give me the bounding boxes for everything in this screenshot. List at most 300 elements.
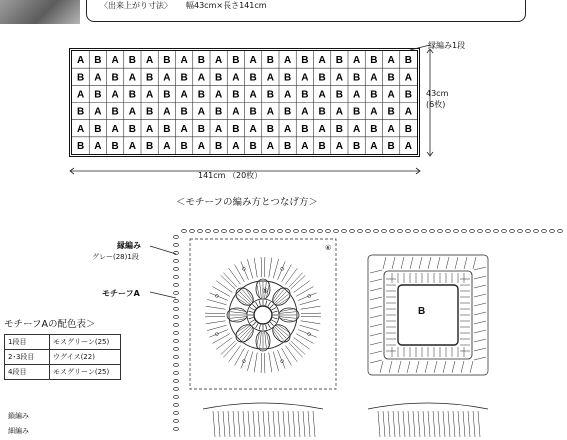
motif-a-cell: A	[232, 72, 240, 84]
chain-stitch	[174, 283, 179, 286]
motif-a-cell: A	[387, 89, 395, 101]
chain-stitch	[174, 299, 179, 302]
motif-a-cell: A	[404, 141, 412, 153]
stitch	[259, 325, 260, 330]
motif-b-cell: B	[387, 72, 395, 84]
motif-ring	[254, 306, 272, 324]
fan-stitch	[370, 306, 382, 309]
motif-a-cell: A	[353, 123, 361, 135]
motif-b-cell: B	[94, 89, 102, 101]
chain-stitch	[222, 229, 227, 232]
rows-cell: 2･3段目	[5, 350, 50, 365]
fan-stitch	[370, 315, 382, 318]
motif-a-cell: A	[249, 89, 257, 101]
motif-b-cell: B	[266, 123, 274, 135]
motif-a-cell: A	[404, 72, 412, 84]
motif-a-cell: A	[335, 141, 343, 153]
motif-a-cell: A	[370, 106, 378, 118]
motif-b-cell: B	[404, 55, 412, 67]
fan-stitch	[455, 257, 458, 269]
fan-stitch	[254, 258, 257, 278]
motif-a-cell: A	[232, 141, 240, 153]
fan-stitch	[269, 258, 272, 278]
motif-b-cell: B	[284, 106, 292, 118]
fan-stitch	[370, 342, 382, 345]
yarn-photo	[0, 0, 80, 24]
motif-a-cell: A	[197, 72, 205, 84]
stitch	[383, 411, 385, 437]
motif-a-cell: A	[284, 89, 292, 101]
fan-stitch	[294, 337, 310, 349]
motif-b-cell: B	[370, 123, 378, 135]
motif-a-cell: A	[370, 72, 378, 84]
chain-stitch	[174, 355, 179, 358]
stitch	[468, 411, 470, 437]
motif-b-cell: B	[266, 55, 274, 67]
motif-a-cell: A	[197, 106, 205, 118]
chain-stitch	[174, 395, 179, 398]
chain-stitch	[478, 229, 483, 232]
motif-a-chart	[190, 239, 336, 389]
fan-stitch	[370, 279, 382, 282]
fan-stitch	[205, 316, 225, 317]
stitch	[413, 411, 415, 437]
fan-stitch	[254, 353, 257, 373]
motif-b-cell: B	[249, 106, 257, 118]
fan-stitch	[464, 257, 467, 269]
fan-stitch	[300, 299, 319, 304]
fan-stitch	[437, 257, 440, 269]
chain-stitch	[382, 229, 387, 232]
stitch	[278, 411, 280, 437]
fan-stitch	[473, 257, 476, 269]
fan-stitch	[407, 361, 410, 373]
fan-stitch	[474, 321, 486, 324]
chain-stitch	[438, 229, 443, 232]
chain-stitch	[366, 229, 371, 232]
stitch	[256, 324, 259, 328]
motif-b-cell: B	[111, 141, 119, 153]
height-count: (6枚)	[426, 100, 446, 109]
color-table	[4, 334, 121, 380]
motif-b-cell: B	[404, 123, 412, 135]
motif-a-cell: A	[249, 123, 257, 135]
chain-stitch	[182, 229, 187, 232]
chain-stitch	[198, 229, 203, 232]
motif-arc	[368, 403, 488, 409]
fan-stitch	[470, 361, 473, 373]
fan-stitch	[383, 257, 386, 269]
stitch	[448, 411, 450, 437]
motif-b-cell: B	[180, 106, 188, 118]
fan-stitch	[446, 257, 449, 269]
fan-stitch	[452, 361, 455, 373]
stitch	[478, 411, 480, 437]
motif-a-cell: A	[111, 123, 119, 135]
fan-stitch	[269, 353, 272, 373]
motif-a-cell: A	[284, 123, 292, 135]
stitch	[265, 332, 267, 348]
fan-stitch	[247, 259, 252, 278]
motif-b-cell: B	[77, 106, 85, 118]
table-row	[5, 365, 121, 380]
motif-b-cell: B	[301, 123, 309, 135]
fan-stitch	[370, 333, 382, 336]
motif-b-cell: B	[232, 55, 240, 67]
motif-b-cell: B	[249, 141, 257, 153]
chain-stitch	[174, 275, 179, 278]
legend-single: 細編み	[8, 427, 29, 435]
fan-stitch	[474, 330, 486, 333]
motif-b-cell: B	[215, 106, 223, 118]
fan-stitch	[301, 316, 321, 317]
fan-stitch	[261, 257, 262, 277]
motif-b-cell: B	[284, 72, 292, 84]
chain-stitch	[206, 229, 211, 232]
fan-stitch	[428, 257, 431, 269]
stitch	[443, 411, 445, 437]
motif-a-cell: A	[301, 72, 309, 84]
motif-b-cell: B	[128, 89, 136, 101]
stitch	[403, 411, 405, 437]
motif-a-cell: A	[266, 141, 274, 153]
motif-b-cell: B	[94, 123, 102, 135]
motif-b-cell: B	[370, 55, 378, 67]
motif-b-cell: B	[146, 141, 154, 153]
motif-a-cell: A	[215, 55, 223, 67]
chain-stitch	[294, 229, 299, 232]
motif-a-cell: A	[111, 89, 119, 101]
fan-stitch	[285, 346, 297, 362]
stitch	[393, 411, 395, 437]
stitch	[378, 411, 380, 437]
motif-b-cell: B	[128, 55, 136, 67]
stitch	[293, 411, 295, 437]
fan-stitch	[207, 325, 226, 330]
fan-stitch	[205, 313, 225, 314]
chain-stitch	[174, 307, 179, 310]
chain-stitch	[174, 347, 179, 350]
motif-a-cell: A	[353, 55, 361, 67]
rows-cell: 1段目	[5, 335, 50, 350]
chain-stitch	[174, 235, 179, 238]
row-mark-5: ⑤	[262, 287, 269, 295]
motif-a-cell: A	[94, 72, 102, 84]
chain-stitch	[414, 229, 419, 232]
fan-stitch	[434, 361, 437, 373]
chain-stitch	[542, 229, 547, 232]
motif-b-cell: B	[215, 141, 223, 153]
motif-b-cell: B	[146, 106, 154, 118]
motif-b-cell: B	[146, 72, 154, 84]
motif-a-cell: A	[353, 89, 361, 101]
chain-stitch	[174, 379, 179, 382]
motif-b-cell: B	[301, 89, 309, 101]
stitch	[252, 322, 256, 326]
stitch	[308, 411, 310, 437]
stitch	[408, 411, 410, 437]
stitch	[273, 411, 275, 437]
motif-a-cell: A	[370, 141, 378, 153]
motif-a-cell: A	[318, 55, 326, 67]
motif-b-cell: B	[128, 123, 136, 135]
chain-stitch	[462, 229, 467, 232]
stitch	[268, 302, 271, 306]
stitch	[259, 301, 260, 306]
stitch	[233, 411, 235, 437]
fan-stitch	[261, 353, 262, 373]
chain-stitch	[526, 229, 531, 232]
motif-a-cell: A	[318, 89, 326, 101]
stitch	[288, 411, 290, 437]
motif-b-cell: B	[318, 72, 326, 84]
border-label: 縁編み1段	[428, 41, 466, 50]
motif-a-cell: A	[232, 106, 240, 118]
motif-a-cell: A	[266, 72, 274, 84]
fan-stitch	[370, 297, 382, 300]
motif-a-cell: A	[77, 123, 85, 135]
motif-b-cell: B	[335, 55, 343, 67]
fan-stitch	[474, 285, 486, 288]
fan-stitch	[474, 339, 486, 342]
chain-stitch	[510, 229, 515, 232]
fan-stitch	[370, 351, 382, 354]
motif-b-cell: B	[111, 106, 119, 118]
fan-stitch	[380, 361, 383, 373]
motif-b-cell: B	[318, 141, 326, 153]
chain-stitch	[262, 229, 267, 232]
stitch	[283, 411, 285, 437]
chain-stitch	[286, 229, 291, 232]
chain-stitch	[518, 229, 523, 232]
chain-stitch	[334, 229, 339, 232]
fan-stitch	[370, 360, 382, 363]
chain-stitch	[446, 229, 451, 232]
chain-stitch	[558, 229, 563, 232]
fan-stitch	[264, 257, 265, 277]
chain-stitch	[174, 291, 179, 294]
stitch	[268, 411, 270, 437]
motif-a-cell: A	[180, 55, 188, 67]
stitch	[463, 411, 465, 437]
fan-stitch	[425, 361, 428, 373]
fan-stitch	[301, 321, 321, 324]
motif-b-cell: B	[249, 72, 257, 84]
chain-stitch	[174, 267, 179, 270]
stitch	[388, 411, 390, 437]
chain-stitch	[326, 229, 331, 232]
stitch	[433, 411, 435, 437]
motif-b-cell: B	[111, 72, 119, 84]
motif-b-cell: B	[266, 89, 274, 101]
chain-stitch	[430, 229, 435, 232]
chain-stitch	[390, 229, 395, 232]
motif-b-cell: B	[77, 141, 85, 153]
motif-arc	[203, 403, 323, 409]
row-mark-6: ⑥	[325, 244, 332, 252]
chain-stitch	[278, 229, 283, 232]
fan-stitch	[301, 306, 321, 309]
fan-stitch	[206, 306, 226, 309]
motif-a-cell: A	[318, 123, 326, 135]
chain-stitch	[358, 229, 363, 232]
fan-stitch	[474, 303, 486, 306]
chain-stitch	[214, 229, 219, 232]
stitch	[250, 308, 254, 311]
motif-a-cell: A	[77, 55, 85, 67]
motif-b-cell: B	[180, 141, 188, 153]
stitch	[248, 411, 250, 437]
stitch	[266, 301, 267, 306]
fan-stitch	[401, 257, 404, 269]
stitch	[270, 304, 274, 308]
fan-stitch	[264, 353, 265, 373]
chain-stitch	[174, 243, 179, 246]
motif-b-cell: B	[301, 55, 309, 67]
motif-a-cell: A	[301, 141, 309, 153]
height-label: 43cm	[426, 89, 449, 98]
motif-b-cell: B	[163, 55, 171, 67]
stitch	[303, 411, 305, 437]
chain-stitch	[174, 331, 179, 334]
motif-b-label: B	[418, 306, 426, 317]
motif-b-cell: B	[77, 72, 85, 84]
motif-a-cell: A	[146, 55, 154, 67]
table-row	[5, 335, 121, 350]
stitch	[272, 320, 276, 323]
motif-a-cell: A	[284, 55, 292, 67]
motif-a-cell: A	[197, 141, 205, 153]
stitch	[213, 411, 215, 437]
chain-stitch	[470, 229, 475, 232]
motif-a-cell: A	[146, 123, 154, 135]
chain-stitch	[350, 229, 355, 232]
fan-stitch	[474, 312, 486, 315]
fan-stitch	[300, 325, 319, 330]
chain-stitch	[174, 323, 179, 326]
stitch	[250, 320, 254, 323]
fan-stitch	[273, 352, 278, 371]
stitch	[273, 318, 278, 319]
fan-stitch	[398, 361, 401, 373]
motif-b-cell: B	[197, 89, 205, 101]
motif-a-cell: A	[146, 89, 154, 101]
chain-stitch	[342, 229, 347, 232]
chain-stitch	[422, 229, 427, 232]
motif-b-cell: B	[215, 72, 223, 84]
stitch	[230, 312, 246, 314]
legend-chain: 鎖編み	[8, 412, 29, 420]
chain-stitch	[174, 259, 179, 262]
chain-stitch	[174, 251, 179, 254]
motif-a-cell: A	[387, 55, 395, 67]
stitch	[298, 411, 300, 437]
stitch	[238, 411, 240, 437]
fan-stitch	[461, 361, 464, 373]
layout-grid	[69, 48, 420, 157]
motif-b-chart	[368, 255, 488, 375]
motif-b-cell: B	[163, 89, 171, 101]
stitch	[273, 311, 278, 312]
stitch	[398, 411, 400, 437]
stitch	[258, 411, 260, 437]
stitch	[249, 311, 254, 312]
fan-stitch	[206, 321, 226, 324]
motif-a-cell: A	[404, 106, 412, 118]
motif-b-cell: B	[370, 89, 378, 101]
table-row	[5, 350, 121, 365]
motif-a-cell: A	[128, 106, 136, 118]
stitch	[256, 302, 259, 306]
width-label: 141cm （20枚）	[198, 171, 263, 180]
motif-b-cell: B	[387, 141, 395, 153]
motif-a-cell: A	[163, 72, 171, 84]
diagram-title: ＜モチーフの編み方とつなげ方＞	[176, 197, 318, 208]
chain-stitch	[494, 229, 499, 232]
motif-a-cell: A	[180, 123, 188, 135]
stitch	[280, 317, 296, 319]
fan-stitch	[294, 281, 310, 293]
stitch	[260, 332, 262, 348]
motif-a-cell: A	[266, 106, 274, 118]
finished-size-text	[100, 0, 267, 11]
color-table-title: モチーフAの配色表＞	[4, 319, 96, 330]
chain-stitch	[174, 403, 179, 406]
stitch	[313, 411, 315, 437]
motif-a-cell: A	[163, 106, 171, 118]
motif-a-cell: A	[163, 141, 171, 153]
motif-a-label: モチーフA	[102, 289, 140, 298]
stitch	[263, 411, 265, 437]
stitch	[243, 411, 245, 437]
fan-stitch	[410, 257, 413, 269]
chain-stitch	[318, 229, 323, 232]
bottom-motif-row	[203, 403, 488, 437]
fan-stitch	[474, 267, 486, 270]
stitch	[228, 411, 230, 437]
edging-detail: グレー(28)1段	[92, 253, 139, 261]
chain-stitch	[534, 229, 539, 232]
motif-b-cell: B	[197, 123, 205, 135]
chain-stitch	[174, 427, 179, 430]
stitch	[458, 411, 460, 437]
motif-b-cell: B	[180, 72, 188, 84]
stitch	[428, 411, 430, 437]
fan-stitch	[216, 337, 232, 349]
fan-stitch	[419, 257, 422, 269]
motif-a-cell: A	[387, 123, 395, 135]
color-cell: モスグリーン(25)	[50, 365, 121, 380]
stitch	[223, 411, 225, 437]
stitch	[218, 411, 220, 437]
chain-stitch	[174, 419, 179, 422]
motif-b-cell: B	[94, 55, 102, 67]
chain-stitch	[174, 363, 179, 366]
color-cell: ウグイス(22)	[50, 350, 121, 365]
chain-stitch	[254, 229, 259, 232]
fan-stitch	[474, 276, 486, 279]
fan-stitch	[443, 361, 446, 373]
stitch	[253, 411, 255, 437]
motif-a-cell: A	[77, 89, 85, 101]
motif-a-cell: A	[215, 89, 223, 101]
chain-stitch	[454, 229, 459, 232]
motif-a-border	[190, 239, 336, 389]
finished-size-value: 幅43cm×長さ141cm	[186, 1, 267, 10]
motif-b-cell: B	[232, 89, 240, 101]
stitch	[270, 322, 274, 326]
stitch	[266, 325, 267, 330]
